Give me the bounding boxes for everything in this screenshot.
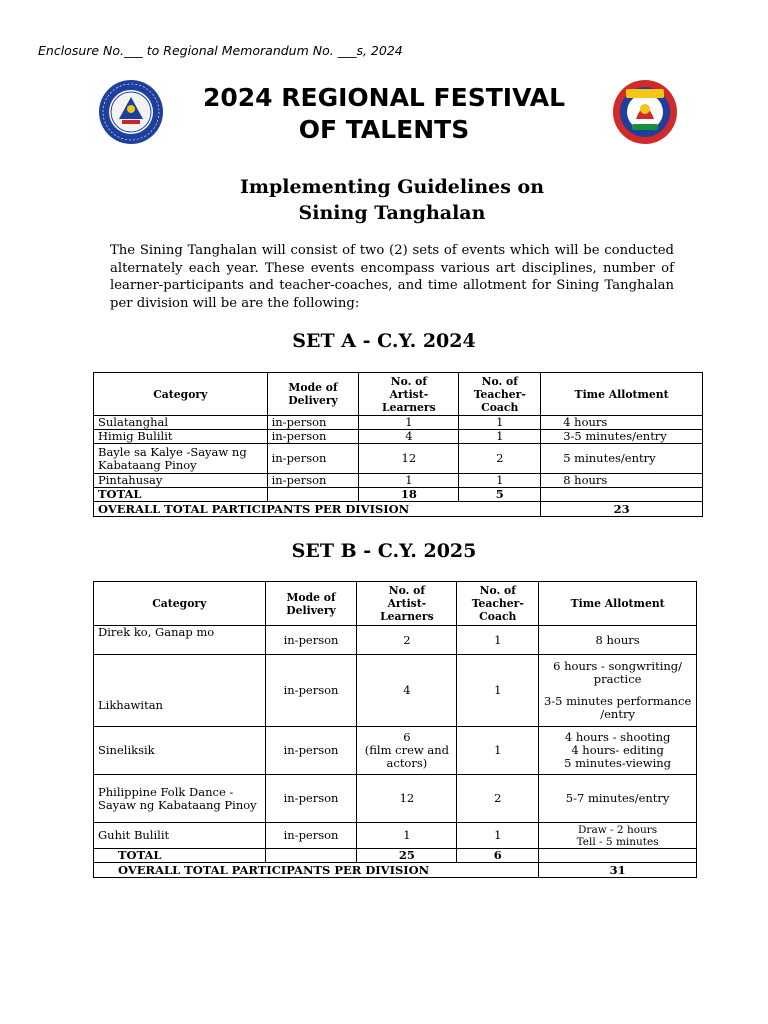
- set-b-header-row: [94, 582, 697, 626]
- subtitle-line-1: Implementing Guidelines on: [239, 176, 545, 198]
- deped-seal-icon: [98, 79, 164, 145]
- table-row: Likhawitan in-person 4 1 6 hours - songwriting/ practice 3-5 minutes performance /entry: [94, 655, 697, 727]
- page-title: [160, 82, 608, 146]
- col-coach: No. of Teacher- Coach: [457, 582, 539, 626]
- col-coach: No. of Teacher- Coach: [459, 373, 541, 416]
- set-b-overall-row: OVERALL TOTAL PARTICIPANTS PER DIVISION 31: [94, 863, 697, 878]
- festival-logo-icon: [612, 79, 678, 145]
- set-a-header-row: [94, 373, 703, 416]
- table-row: Sulatanghal in-person 1 1 4 hours: [94, 416, 703, 430]
- col-mode: Mode of Delivery: [267, 373, 359, 416]
- title-line-2: OF TALENTS: [298, 115, 470, 144]
- table-row: Sineliksik in-person 6 (film crew and actors) 1 4 hours - shooting 4 hours- editing 5 minutes-viewing: [94, 727, 697, 775]
- col-category: Category: [94, 373, 268, 416]
- set-a-overall-row: OVERALL TOTAL PARTICIPANTS PER DIVISION 23: [94, 502, 703, 517]
- set-a-table: [93, 372, 703, 517]
- table-row: Himig Bulilit in-person 4 1 3-5 minutes/entry: [94, 430, 703, 444]
- enclosure-note: Enclosure No.___ to Regional Memorandum No. ___s, 2024: [38, 43, 403, 58]
- set-b-table: [93, 581, 697, 878]
- col-learners: No. of Artist- Learners: [357, 582, 457, 626]
- title-line-1: 2024 REGIONAL FESTIVAL: [202, 83, 566, 112]
- intro-paragraph: The Sining Tanghalan will consist of two (2) sets of events which will be conducted alternately each year. These events encompass various art disciplines, number of learner-participants and teacher-coaches, and time allotment for Sining Tanghalan per division will be are the following:: [110, 243, 674, 311]
- col-learners: No. of Artist- Learners: [359, 373, 459, 416]
- set-b-heading: SET B - C.Y. 2025: [291, 540, 477, 562]
- col-category: Category: [94, 582, 266, 626]
- table-row: Bayle sa Kalye -Sayaw ng Kabataang Pinoy in-person 12 2 5 minutes/entry: [94, 444, 703, 474]
- col-mode: Mode of Delivery: [265, 582, 357, 626]
- col-time: Time Allotment: [541, 373, 703, 416]
- page-subtitle: [150, 174, 634, 226]
- table-row: Philippine Folk Dance - Sayaw ng Kabataang Pinoy in-person 12 2 5-7 minutes/entry: [94, 775, 697, 823]
- col-time: Time Allotment: [539, 582, 697, 626]
- table-row: Direk ko, Ganap mo in-person 2 1 8 hours: [94, 626, 697, 655]
- subtitle-line-2: Sining Tanghalan: [298, 202, 486, 224]
- set-a-heading: SET A - C.Y. 2024: [292, 330, 476, 352]
- set-b-total-row: TOTAL 25 6: [94, 849, 697, 863]
- set-a-total-row: TOTAL 18 5: [94, 488, 703, 502]
- table-row: Pintahusay in-person 1 1 8 hours: [94, 474, 703, 488]
- table-row: Guhit Bulilit in-person 1 1 Draw - 2 hours Tell - 5 minutes: [94, 823, 697, 849]
